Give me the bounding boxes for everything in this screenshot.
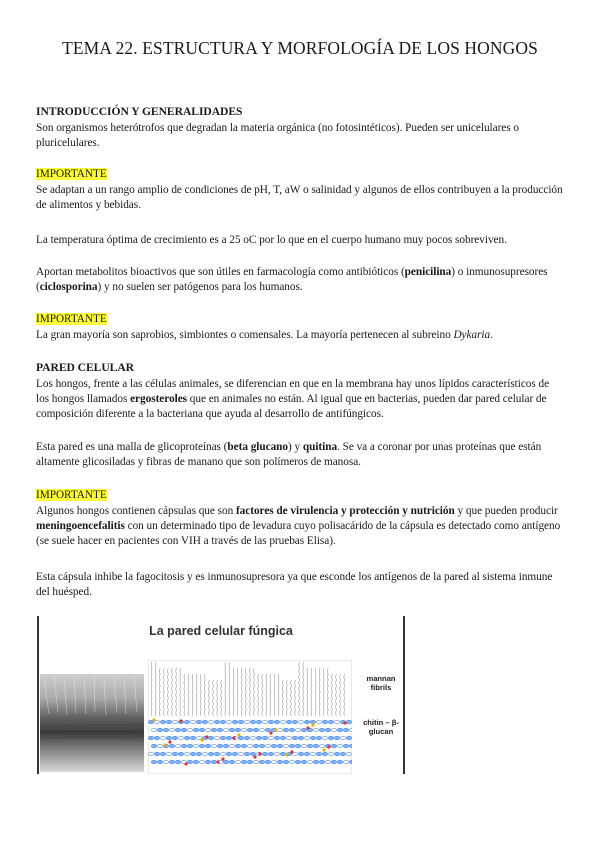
wall-paragraph-3 <box>36 504 564 550</box>
glucan-unit <box>223 744 229 748</box>
glucan-unit <box>196 752 202 756</box>
glucan-unit <box>247 728 253 732</box>
glucan-unit <box>262 720 268 724</box>
text-run: que en animales no están. Al igual que en bacterias, pueden dar pared celular de composición diferente a la bacteriana que ayuda al desarrollo de antifúngicos. <box>36 393 547 421</box>
intro-paragraph-3: La temperatura óptima de crecimiento es a 25 oC por lo que en el cuerpo humano muy pocos sobreviven. <box>36 234 507 246</box>
glucan-unit <box>160 752 166 756</box>
cell-wall-figure <box>36 616 406 776</box>
glucan-unit <box>313 760 319 764</box>
highlight: IMPORTANTE <box>36 168 107 180</box>
term-quitina: quitina <box>302 441 338 453</box>
glucan-unit <box>295 728 301 732</box>
glucan-unit <box>313 744 319 748</box>
glucan-unit <box>259 744 265 748</box>
glucan-unit <box>253 744 259 748</box>
glucan-unit <box>283 760 289 764</box>
glucan-unit <box>301 728 307 732</box>
glucan-unit <box>349 728 352 732</box>
glucan-unit <box>328 752 334 756</box>
glucan-unit <box>343 728 349 732</box>
glucan-unit <box>298 752 304 756</box>
text-run: ) y no suelen ser patógenos para los humanos. <box>97 281 303 294</box>
glucan-unit <box>172 720 178 724</box>
glucan-unit <box>160 736 166 740</box>
label-mannan-fibrils: mannan fibrils <box>366 674 396 692</box>
glucan-unit <box>340 736 346 740</box>
glucan-unit <box>325 728 331 732</box>
glucan-unit <box>238 752 244 756</box>
glucan-unit <box>250 752 256 756</box>
glucan-unit <box>274 720 280 724</box>
glucan-unit <box>220 752 226 756</box>
glucan-unit <box>265 760 271 764</box>
wall-protein-dot <box>285 753 288 756</box>
glucan-unit <box>184 720 190 724</box>
term-beta-glucano: beta glucano <box>227 441 289 453</box>
glucan-unit <box>199 760 205 764</box>
glucan-unit <box>163 760 169 764</box>
glucan-unit <box>208 736 214 740</box>
highlight: IMPORTANTE <box>36 489 107 501</box>
glucan-unit <box>277 744 283 748</box>
glucan-unit <box>334 736 340 740</box>
glucan-unit <box>223 760 229 764</box>
glucan-unit <box>169 760 175 764</box>
glucan-unit <box>259 760 265 764</box>
glucan-unit <box>280 736 286 740</box>
wall-protein-dot <box>179 719 182 722</box>
glucan-unit <box>331 744 337 748</box>
wall-protein-dot <box>205 735 208 738</box>
glucan-unit <box>256 720 262 724</box>
text-run: ) y <box>288 441 303 453</box>
glucan-unit <box>256 736 262 740</box>
figure-title: La pared celular fúngica <box>149 624 293 638</box>
wall-protein-dot <box>221 757 224 760</box>
glucan-unit <box>193 728 199 732</box>
term-meningoencefalitis: meningoencefalitis <box>36 520 125 533</box>
important-label-2 <box>36 312 564 327</box>
glucan-unit <box>244 736 250 740</box>
glucan-unit <box>190 736 196 740</box>
glucan-unit <box>163 728 169 732</box>
glucan-unit <box>229 760 235 764</box>
important-label-1 <box>36 167 564 182</box>
glucan-unit <box>346 736 352 740</box>
glucan-unit <box>277 760 283 764</box>
glucan-unit <box>220 720 226 724</box>
glucan-unit <box>250 736 256 740</box>
intro-paragraph-2: Se adaptan a un rango amplio de condiciones de pH, T, aW o salinidad y algunos de ellos contribuyen a la producción de alimentos y bebidas. <box>36 184 563 212</box>
glucan-unit <box>331 760 337 764</box>
figure-border-right <box>403 616 405 774</box>
glucan-unit <box>157 744 163 748</box>
glucan-unit <box>262 752 268 756</box>
glucan-unit <box>154 736 160 740</box>
glucan-unit <box>346 720 352 724</box>
glucan-unit <box>334 752 340 756</box>
wall-protein-dot <box>232 736 235 739</box>
glucan-unit <box>211 728 217 732</box>
glucan-unit <box>253 760 259 764</box>
wall-heading: PARED CELULAR <box>36 361 135 374</box>
glucan-unit <box>289 760 295 764</box>
glucan-unit <box>241 760 247 764</box>
glucan-unit <box>349 760 352 764</box>
wall-protein-dot <box>237 733 240 736</box>
glucan-unit <box>265 728 271 732</box>
wall-protein-dot <box>311 723 314 726</box>
glucan-unit <box>277 728 283 732</box>
glucan-unit <box>304 752 310 756</box>
glucan-unit <box>193 744 199 748</box>
glucan-unit <box>286 720 292 724</box>
glucan-unit <box>181 728 187 732</box>
glucan-unit <box>199 728 205 732</box>
glucan-unit <box>238 720 244 724</box>
text-run: ) o inmunosupresores ( <box>36 266 548 294</box>
glucan-unit <box>268 736 274 740</box>
wall-protein-dot <box>216 760 219 763</box>
glucan-unit <box>337 728 343 732</box>
glucan-unit <box>199 744 205 748</box>
glucan-unit <box>196 720 202 724</box>
glucan-unit <box>178 736 184 740</box>
glucan-unit <box>268 720 274 724</box>
glucan-unit <box>208 752 214 756</box>
glucan-unit <box>148 752 154 756</box>
glucan-unit <box>217 744 223 748</box>
text-run: Algunos hongos contienen cápsulas que son <box>36 505 236 517</box>
glucan-unit <box>247 760 253 764</box>
term-penicilina: penicilina <box>404 266 452 278</box>
glucan-unit <box>283 744 289 748</box>
wall-protein-dot <box>258 752 261 755</box>
glucan-unit <box>250 720 256 724</box>
text-run: Esta pared es una malla de glicoproteínas ( <box>36 441 228 453</box>
glucan-unit <box>211 760 217 764</box>
glucan-unit <box>175 744 181 748</box>
intro-paragraph-1: Son organismos heterótrofos que degradan la materia orgánica (no fotosintéticos). Pueden ser unicelulares o pluricelulares. <box>36 122 519 150</box>
glucan-unit <box>262 736 268 740</box>
glucan-unit <box>322 752 328 756</box>
glucan-unit <box>232 720 238 724</box>
glucan-unit <box>154 752 160 756</box>
glucan-unit <box>304 736 310 740</box>
glucan-unit <box>295 760 301 764</box>
glucan-unit <box>274 736 280 740</box>
glucan-unit <box>337 744 343 748</box>
glucan-unit <box>169 744 175 748</box>
glucan-unit <box>166 736 172 740</box>
glucan-unit <box>178 752 184 756</box>
glucan-unit <box>271 760 277 764</box>
glucan-unit <box>313 728 319 732</box>
glucan-unit <box>235 760 241 764</box>
glucan-unit <box>226 736 232 740</box>
glucan-unit <box>286 736 292 740</box>
glucan-unit <box>160 720 166 724</box>
text-run: La gran mayoría son saprobios, simbiontes o comensales. La mayoría pertenecen al subreino <box>36 329 454 341</box>
glucan-unit <box>235 728 241 732</box>
intro-paragraph-5 <box>36 328 564 343</box>
glucan-unit <box>310 752 316 756</box>
glucan-unit <box>184 736 190 740</box>
glucan-unit <box>148 736 154 740</box>
text-run: . Se va a coronar por unas proteínas que están altamente glicosiladas y fibras de manano que son polímeros de manosa. <box>36 441 542 469</box>
glucan-unit <box>316 720 322 724</box>
glucan-unit <box>283 728 289 732</box>
glucan-unit <box>187 728 193 732</box>
wall-protein-dot <box>343 721 346 724</box>
figure-border-left <box>37 616 39 774</box>
glucan-unit <box>307 760 313 764</box>
glucan-unit <box>232 752 238 756</box>
glucan-unit <box>301 744 307 748</box>
glucan-unit <box>310 720 316 724</box>
text-run: . <box>490 329 493 341</box>
glucan-unit <box>190 752 196 756</box>
glucan-unit <box>292 736 298 740</box>
glucan-unit <box>202 720 208 724</box>
text-run: Aportan metabolitos bioactivos que son útiles en farmacología como antibióticos ( <box>36 266 405 278</box>
wall-protein-dot <box>269 731 272 734</box>
glucan-unit <box>319 760 325 764</box>
wall-protein-dot <box>184 762 187 765</box>
wall-paragraph-4: Esta cápsula inhibe la fagocitosis y es inmunosupresora ya que esconde los antígenos de la pared al sistema inmune del huésped. <box>36 571 553 599</box>
glucan-unit <box>292 720 298 724</box>
glucan-unit <box>316 752 322 756</box>
glucan-unit <box>280 720 286 724</box>
glucan-unit <box>172 736 178 740</box>
term-ciclosporina: ciclosporina <box>39 281 98 294</box>
glucan-unit <box>157 760 163 764</box>
glucan-unit <box>169 728 175 732</box>
glucan-unit <box>187 744 193 748</box>
highlight: IMPORTANTE <box>36 313 107 325</box>
intro-paragraph-4 <box>36 265 564 295</box>
glucan-unit <box>271 744 277 748</box>
text-run: con un determinado tipo de levadura cuyo polisacárido de la cápsula es detectado como antígeno (se suele hacer en pacientes con VIH a través de las pruebas Elisa). <box>36 520 561 548</box>
glucan-unit <box>307 744 313 748</box>
glucan-unit <box>202 752 208 756</box>
glucan-unit <box>151 760 157 764</box>
glucan-unit <box>340 752 346 756</box>
wall-paragraph-1 <box>36 377 564 423</box>
glucan-unit <box>187 760 193 764</box>
glucan-unit <box>220 736 226 740</box>
glucan-unit <box>151 728 157 732</box>
glucan-unit <box>190 720 196 724</box>
glucan-unit <box>319 728 325 732</box>
glucan-unit <box>211 744 217 748</box>
term-ergosteroles: ergosteroles <box>130 393 187 406</box>
glucan-unit <box>166 752 172 756</box>
glucan-unit <box>175 728 181 732</box>
wall-protein-dot <box>253 755 256 758</box>
glucan-unit <box>223 728 229 732</box>
glucan-unit <box>205 744 211 748</box>
wall-protein-dot <box>290 750 293 753</box>
glucan-unit <box>226 720 232 724</box>
wall-protein-dot <box>327 745 330 748</box>
text-run: Los hongos, frente a las células animales, se diferencian en que en la membrana hay unos lípidos característicos de los hongos llamados <box>36 378 550 406</box>
wall-protein-dot <box>306 726 309 729</box>
glucan-unit <box>343 744 349 748</box>
glucan-unit <box>226 752 232 756</box>
glucan-unit <box>214 752 220 756</box>
glucan-unit <box>298 720 304 724</box>
glucan-unit <box>319 744 325 748</box>
glucan-unit <box>343 760 349 764</box>
glucan-unit <box>193 760 199 764</box>
wall-protein-dot <box>163 743 166 746</box>
glucan-unit <box>229 744 235 748</box>
text-run: y que pueden producir <box>454 505 558 517</box>
intro-heading: INTRODUCCIÓN Y GENERALIDADES <box>36 105 243 118</box>
glucan-unit <box>247 744 253 748</box>
wall-paragraph-2 <box>36 440 564 470</box>
cell-wall-diagram <box>148 660 352 774</box>
glucan-unit <box>280 752 286 756</box>
glucan-unit <box>334 720 340 724</box>
glucan-unit <box>349 744 352 748</box>
glucan-unit <box>298 736 304 740</box>
glucan-unit <box>157 728 163 732</box>
glucan-unit <box>259 728 265 732</box>
glucan-unit <box>268 752 274 756</box>
glucan-unit <box>274 752 280 756</box>
glucan-unit <box>205 728 211 732</box>
glucan-unit <box>172 752 178 756</box>
glucan-unit <box>301 760 307 764</box>
glucan-unit <box>322 736 328 740</box>
glucan-unit <box>238 736 244 740</box>
glucan-unit <box>175 760 181 764</box>
glucan-unit <box>208 720 214 724</box>
glucan-unit <box>205 760 211 764</box>
document-title: TEMA 22. ESTRUCTURA Y MORFOLOGÍA DE LOS HONGOS <box>62 38 538 58</box>
wall-protein-dot <box>168 740 171 743</box>
glucan-unit <box>325 760 331 764</box>
glucan-unit <box>337 760 343 764</box>
glucan-unit <box>217 728 223 732</box>
glucan-unit <box>184 752 190 756</box>
glucan-unit <box>151 744 157 748</box>
glucan-unit <box>181 744 187 748</box>
glucan-unit <box>304 720 310 724</box>
glucan-unit <box>214 736 220 740</box>
glucan-unit <box>310 736 316 740</box>
glucan-unit <box>265 744 271 748</box>
glucan-unit <box>253 728 259 732</box>
glucan-unit <box>328 720 334 724</box>
important-label-3 <box>36 488 564 503</box>
term-dykaria: Dykaria <box>453 329 491 341</box>
glucan-unit <box>289 744 295 748</box>
glucan-unit <box>244 752 250 756</box>
glucan-unit <box>295 744 301 748</box>
glucan-unit <box>322 720 328 724</box>
glucan-unit <box>241 728 247 732</box>
glucan-unit <box>214 720 220 724</box>
glucan-unit <box>331 728 337 732</box>
glucan-unit <box>244 720 250 724</box>
wall-protein-dot <box>200 738 203 741</box>
wall-protein-dot <box>322 748 325 751</box>
glucan-unit <box>229 728 235 732</box>
glucan-unit <box>166 720 172 724</box>
glucan-unit <box>241 744 247 748</box>
glucan-unit <box>235 744 241 748</box>
wall-protein-dot <box>274 728 277 731</box>
label-chitin-glucan: chitin – β-glucan <box>363 718 399 736</box>
glucan-unit <box>346 752 352 756</box>
term-virulencia: factores de virulencia y protección y nutrición <box>235 505 455 517</box>
glucan-unit <box>316 736 322 740</box>
micrograph-image <box>40 674 144 772</box>
glucan-unit <box>289 728 295 732</box>
glucan-unit <box>328 736 334 740</box>
wall-protein-dot <box>152 718 155 721</box>
